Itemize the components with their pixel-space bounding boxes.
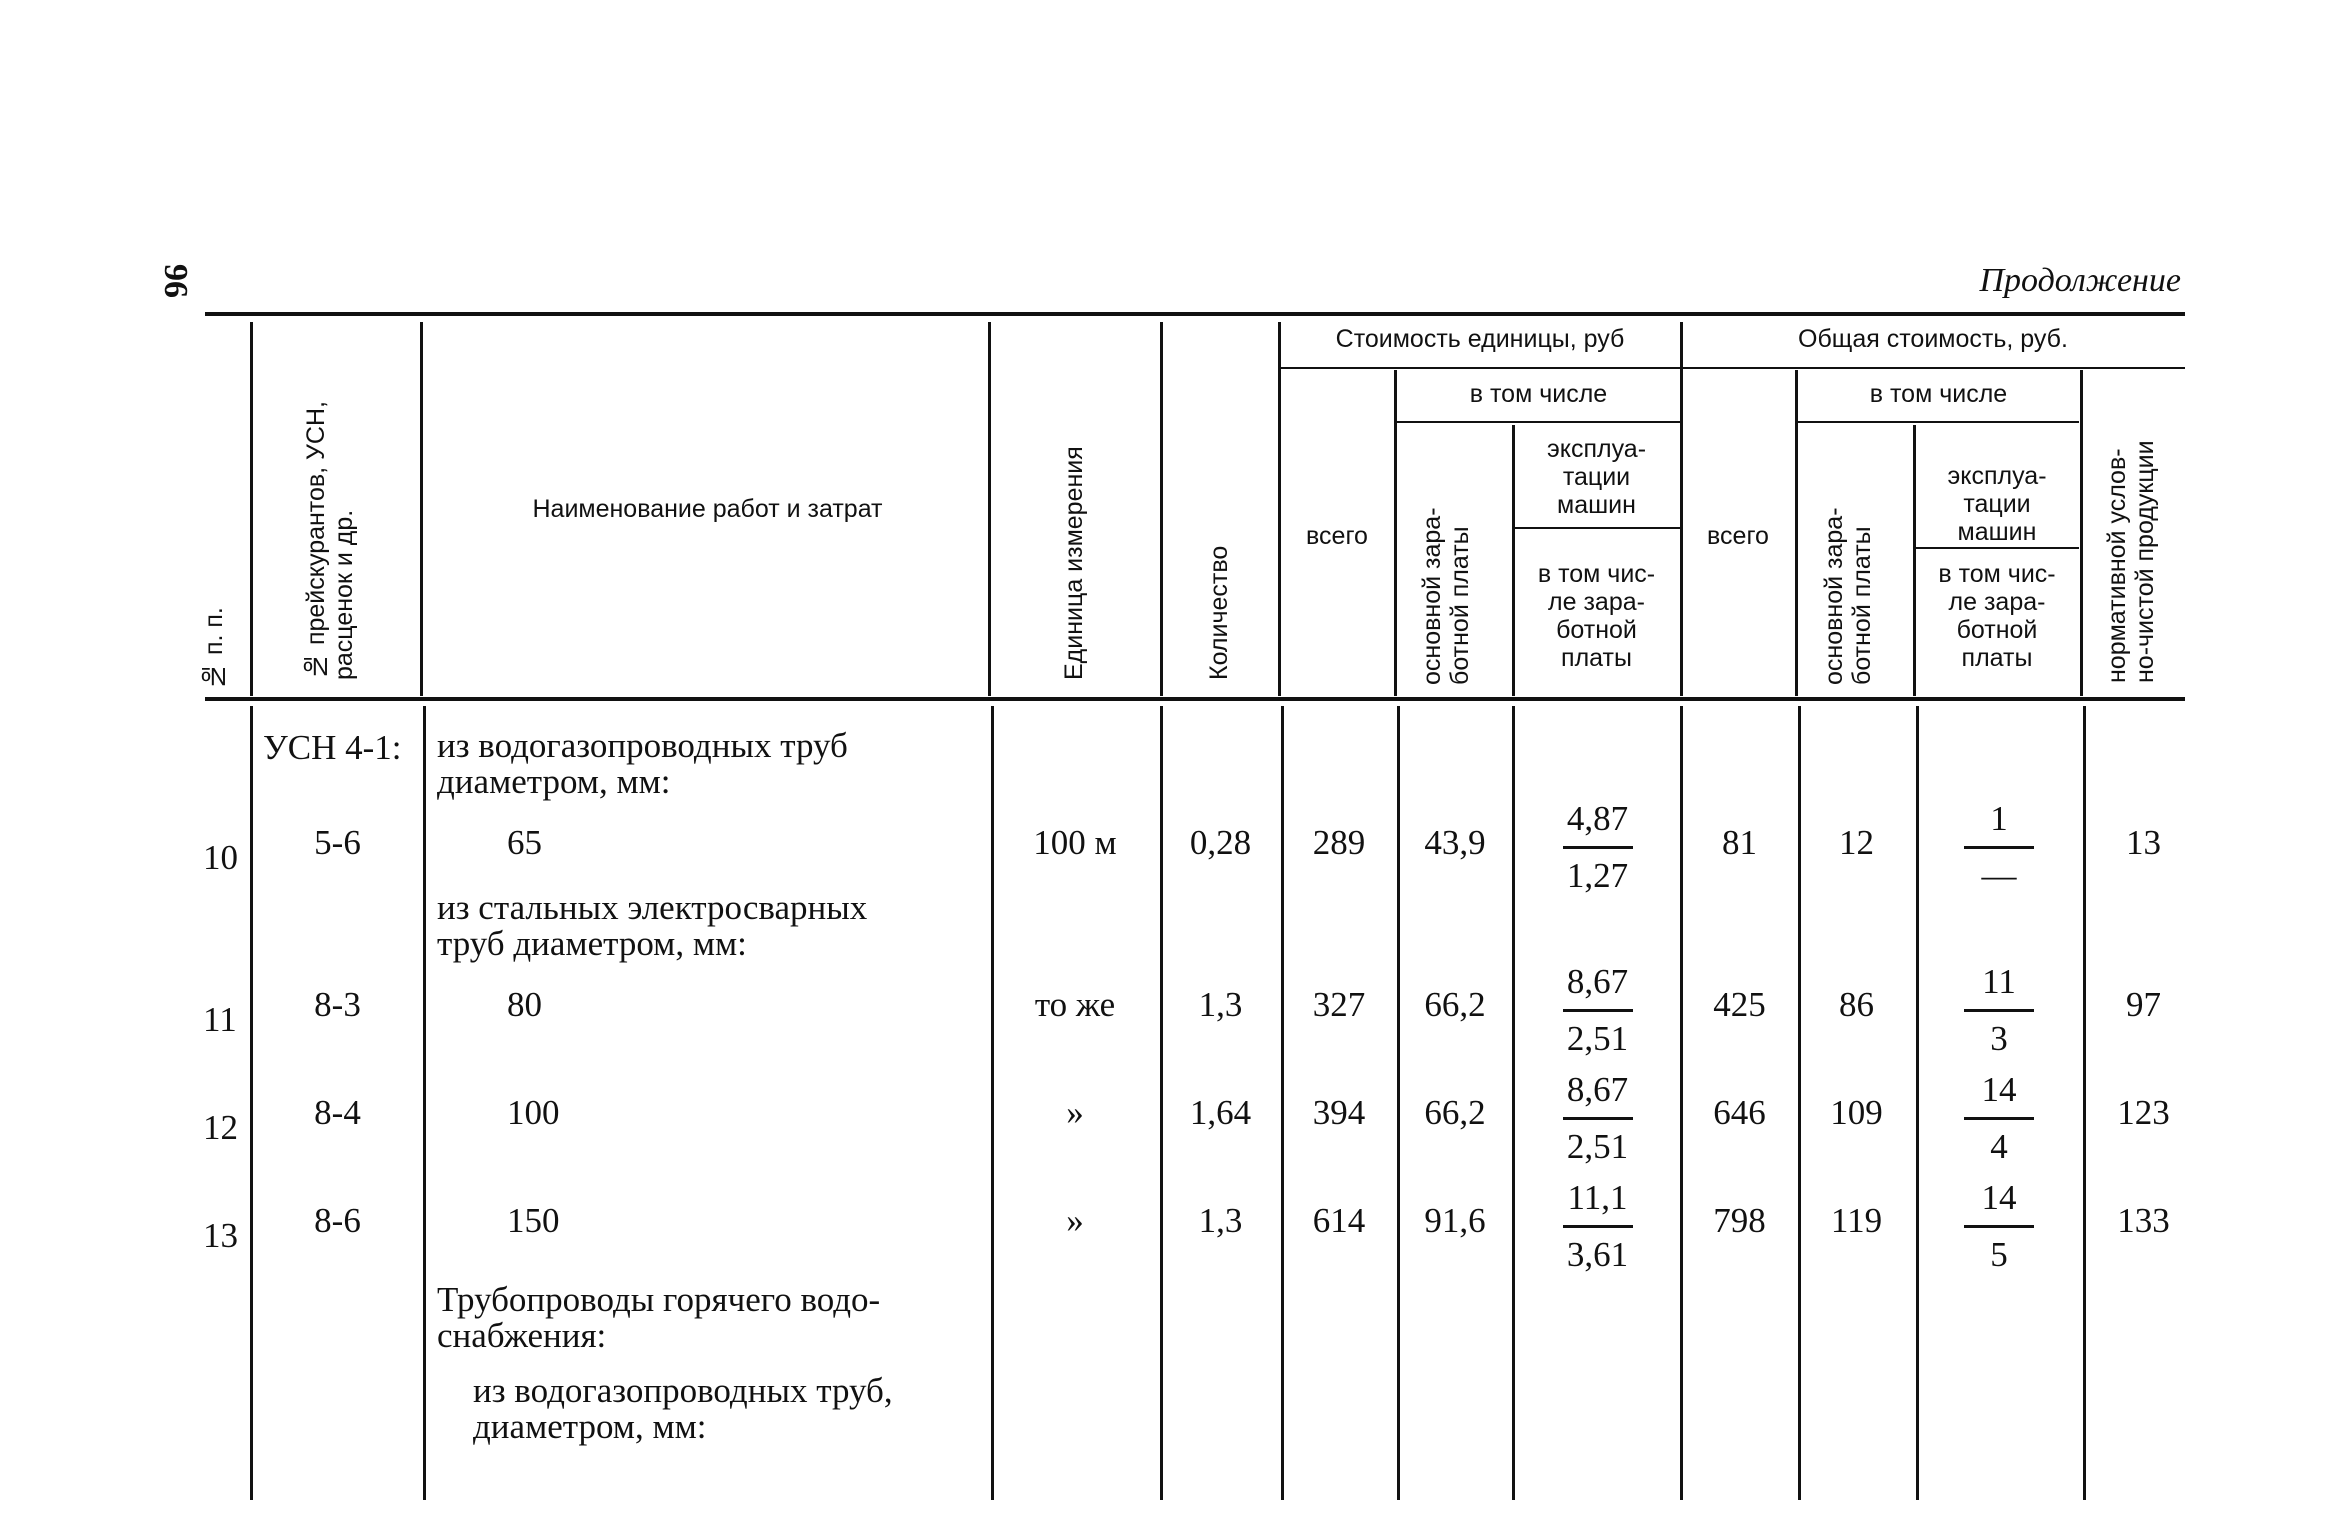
col-rule [423,706,426,1500]
col-rule [420,322,423,696]
row-total-machine-fraction [1918,955,2080,1066]
total-including-rule [1797,421,2079,423]
row-unit-machine-fraction [1515,1063,1680,1174]
row-num: 13 [203,1216,238,1255]
col-rule [1394,370,1397,696]
fraction-bottom: 2,51 [1566,1127,1629,1166]
row-num: 12 [203,1108,238,1147]
total-cost-subrule [1682,367,2185,369]
row-total-total: 798 [1713,1201,1766,1240]
fraction-bottom: 3 [1990,1019,2008,1058]
row-normative: 13 [2126,823,2161,862]
fraction-top: 8,67 [1566,1070,1629,1109]
header-total-base-wage: основной зара- ботной платы [1820,507,1876,685]
total-machine-rule [1915,547,2079,549]
unit-including-rule [1397,421,1680,423]
row-code: 8-4 [314,1093,361,1132]
col-rule [250,322,253,696]
row-unit-machine-fraction [1515,1171,1680,1282]
row-total-wage: 109 [1830,1093,1883,1132]
row-unit-machine-fraction [1515,955,1680,1066]
table-top-rule [205,312,2185,316]
unit-cost-subrule [1280,367,1680,369]
row-name: 80 [507,985,542,1024]
header-unit: Единица измерения [1060,446,1088,680]
header-normative: нормативной услов- но-чистой продукции [2103,440,2159,683]
row-total-machine-fraction [1918,1063,2080,1174]
col-rule [1680,322,1683,696]
fraction-top: 8,67 [1566,962,1629,1001]
row-name: 100 [507,1093,560,1132]
header-total-machine: эксплуа- тации машин [1947,462,2047,546]
row-total-total: 646 [1713,1093,1766,1132]
unit-machine-rule [1515,527,1680,529]
row-unit-total: 394 [1312,1093,1366,1132]
row-unit-total: 289 [1312,823,1366,862]
fraction-top: 1 [1990,799,2008,838]
fraction-bottom: 1,27 [1566,856,1629,895]
row-unit: » [1066,1093,1084,1132]
group-code: УСН 4-1: [263,728,402,767]
header-total-total: всего [1707,522,1769,550]
row-total-total: 425 [1713,985,1766,1024]
row-qty: 1,3 [1198,1201,1243,1240]
row-total-machine-fraction [1918,792,2080,903]
row-unit: 100 м [1033,823,1117,862]
row-unit-wage: 66,2 [1424,1093,1486,1132]
row-unit-wage: 43,9 [1424,823,1486,862]
group-heading: Трубопроводы горячего водо- снабжения: [437,1280,881,1355]
row-qty: 1,64 [1189,1093,1252,1132]
col-rule [2080,370,2083,696]
header-unit-total: всего [1306,522,1368,550]
row-unit: то же [1034,985,1116,1024]
header-qty: Количество [1205,545,1233,680]
header-unit-machine: эксплуа- тации машин [1546,435,1647,519]
fraction-top: 11,1 [1567,1178,1628,1217]
row-total-total: 81 [1722,823,1757,862]
header-unit-incl-wage: в том чис- ле зара- ботной платы [1537,560,1656,672]
row-unit-wage: 91,6 [1424,1201,1486,1240]
fraction-bottom: 5 [1990,1235,2008,1274]
row-num: 10 [203,838,238,877]
row-name: 150 [507,1201,560,1240]
row-normative: 123 [2117,1093,2170,1132]
row-unit: » [1066,1201,1084,1240]
col-rule [991,706,994,1500]
fraction-bottom: 4 [1990,1127,2008,1166]
group-heading: из водогазопроводных труб, диаметром, мм: [473,1371,893,1446]
continuation-label: Продолжение [1979,262,2181,299]
header-name: Наименование работ и затрат [532,495,883,523]
row-total-machine-fraction [1918,1171,2080,1282]
col-rule [1278,322,1281,696]
row-num: 11 [203,1000,237,1039]
col-rule [988,322,991,696]
row-code: 8-3 [314,985,361,1024]
header-num: № п. п. [200,607,228,690]
fraction-top: 4,87 [1566,799,1629,838]
fraction-bottom: 3,61 [1566,1235,1629,1274]
header-code: № прейскурантов, УСН, расценок и др. [302,401,358,680]
page-number: 96 [157,264,194,298]
header-bottom-rule [205,697,2185,701]
group-heading: из стальных электросварных труб диаметром, мм: [437,888,868,963]
row-qty: 1,3 [1198,985,1243,1024]
header-total-cost: Общая стоимость, руб. [1798,325,2068,353]
header-unit-cost: Стоимость единицы, руб [1335,325,1625,353]
header-unit-base-wage: основной зара- ботной платы [1418,507,1474,685]
row-name: 65 [507,823,542,862]
fraction-top: 14 [1981,1178,2017,1217]
fraction-bottom: — [1981,856,2017,895]
header-total-including: в том числе [1869,380,2008,408]
col-rule [250,706,253,1500]
row-unit-total: 327 [1312,985,1366,1024]
row-qty: 0,28 [1189,823,1252,862]
row-unit-machine-fraction [1515,792,1680,903]
col-rule [1160,322,1163,696]
fraction-top: 14 [1981,1070,2017,1109]
row-total-wage: 12 [1839,823,1874,862]
row-total-wage: 86 [1839,985,1874,1024]
group-heading: из водогазопроводных труб диаметром, мм: [437,726,848,801]
row-unit-wage: 66,2 [1424,985,1486,1024]
fraction-bottom: 2,51 [1566,1019,1629,1058]
header-total-incl-wage: в том чис- ле зара- ботной платы [1938,560,2056,672]
row-normative: 133 [2117,1201,2170,1240]
header-unit-including: в том числе [1469,380,1608,408]
row-code: 5-6 [314,823,361,862]
row-code: 8-6 [314,1201,361,1240]
row-total-wage: 119 [1830,1201,1883,1240]
row-normative: 97 [2126,985,2161,1024]
row-unit-total: 614 [1312,1201,1366,1240]
col-rule [1795,370,1798,696]
fraction-top: 11 [1982,962,2016,1001]
